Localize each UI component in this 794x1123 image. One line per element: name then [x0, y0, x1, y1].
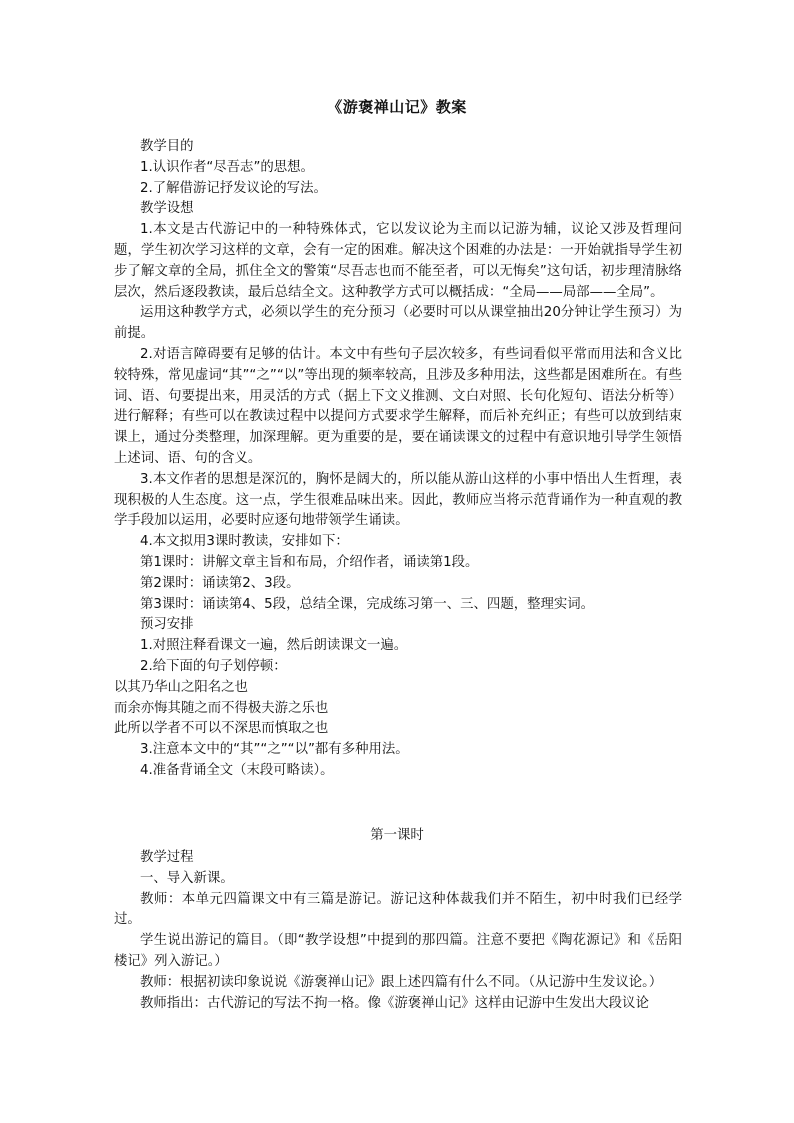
paragraph: 2.对语言障碍要有足够的估计。本文中有些句子层次较多，有些词看似平常而用法和含义比较特殊，常见虚词“其”“之”“以”等出现的频率较高，且涉及多种用法，这些都是困难所在。有些词、语、句要提出来，用灵活的方式（据上下文义推测、文白对照、长句化短句、语法分析等）进行解释；有些可以在教读过程中以提问方式要求学生解释，而后补充纠正；有些可以放到结束课上，通过分类整理，加深理解。更为重要的是，要在诵读课文的过程中有意识地引导学生领悟上述词、语、句的含义。	[114, 346, 682, 466]
paragraph: 第2课时：诵读第2、3段。	[140, 575, 300, 591]
section-title: 第一课时	[370, 828, 424, 843]
paragraph: 第1课时：讲解文章主旨和布局，介绍作者，诵读第1段。	[140, 554, 479, 570]
paragraph: 而余亦悔其随之而不得极夫游之乐也	[114, 700, 329, 716]
lesson-plan-overview	[114, 137, 682, 782]
paragraph: 2.了解借游记抒发议论的写法。	[140, 180, 327, 196]
document-title: 《游褒禅山记》教案	[327, 98, 467, 116]
paragraph: 4.准备背诵全文（末段可略读）。	[140, 762, 334, 778]
paragraph: 3.注意本文中的“其”“之”“以”都有多种用法。	[140, 742, 409, 758]
paragraph: 教师：根据初读印象说说《游褒禅山记》跟上述四篇有什么不同。（从记游中生发议论。）	[140, 974, 663, 990]
paragraph: 一、导入新课。	[140, 870, 234, 886]
paragraph: 教学目的	[140, 139, 194, 154]
lesson-process	[114, 848, 682, 1014]
paragraph: 第3课时：诵读第4、5段，总结全课，完成练习第一、三、四题，整理实词。	[140, 596, 595, 612]
paragraph: 2.给下面的句子划停顿：	[140, 658, 287, 674]
paragraph: 以其乃华山之阳名之也	[114, 679, 248, 695]
paragraph: 1.对照注释看课文一遍，然后朗读课文一遍。	[140, 638, 408, 654]
paragraph: 此所以学者不可以不深思而慎取之也	[114, 721, 329, 737]
paragraph: 教学过程	[140, 850, 194, 865]
paragraph: 1.认识作者“尽吾志”的思想。	[140, 159, 314, 175]
paragraph: 1.本文是古代游记中的一种特殊体式，它以发议论为主而以记游为辅，议论又涉及哲理问题，学生初次学习这样的文章，会有一定的困难。解决这个困难的办法是：一开始就指导学生初步了解文章的全局，抓住全文的警策“尽吾志也而不能至者，可以无悔矣”这句话，初步理清脉络层次，然后逐段教读，最后总结全文。这种教学方式可以概括成：“全局——局部——全局”。	[114, 222, 682, 300]
paragraph: 4.本文拟用3课时教读，安排如下：	[140, 534, 349, 550]
paragraph: 教师：本单元四篇课文中有三篇是游记。游记这种体裁我们并不陌生，初中时我们已经学过。	[114, 891, 682, 928]
paragraph: 预习安排	[140, 617, 194, 633]
paragraph: 运用这种教学方式，必须以学生的充分预习（必要时可以从课堂抽出20分钟让学生预习）为前提。	[114, 305, 682, 342]
paragraph: 学生说出游记的篇目。（即“教学设想”中提到的那四篇。注意不要把《陶花源记》和《岳阳楼记》列入游记。）	[114, 933, 682, 969]
paragraph: 教学设想	[140, 201, 194, 217]
paragraph: 教师指出：古代游记的写法不拘一格。像《游褒禅山记》这样由记游中生发出大段议论	[140, 995, 649, 1011]
paragraph: 3.本文作者的思想是深沉的，胸怀是阔大的，所以能从游山这样的小事中悟出人生哲理，表现积极的人生态度。这一点，学生很难品味出来。因此，教师应当将示范背诵作为一种直观的教学手段加以运用，必要时应逐句地带领学生诵读。	[114, 471, 682, 529]
